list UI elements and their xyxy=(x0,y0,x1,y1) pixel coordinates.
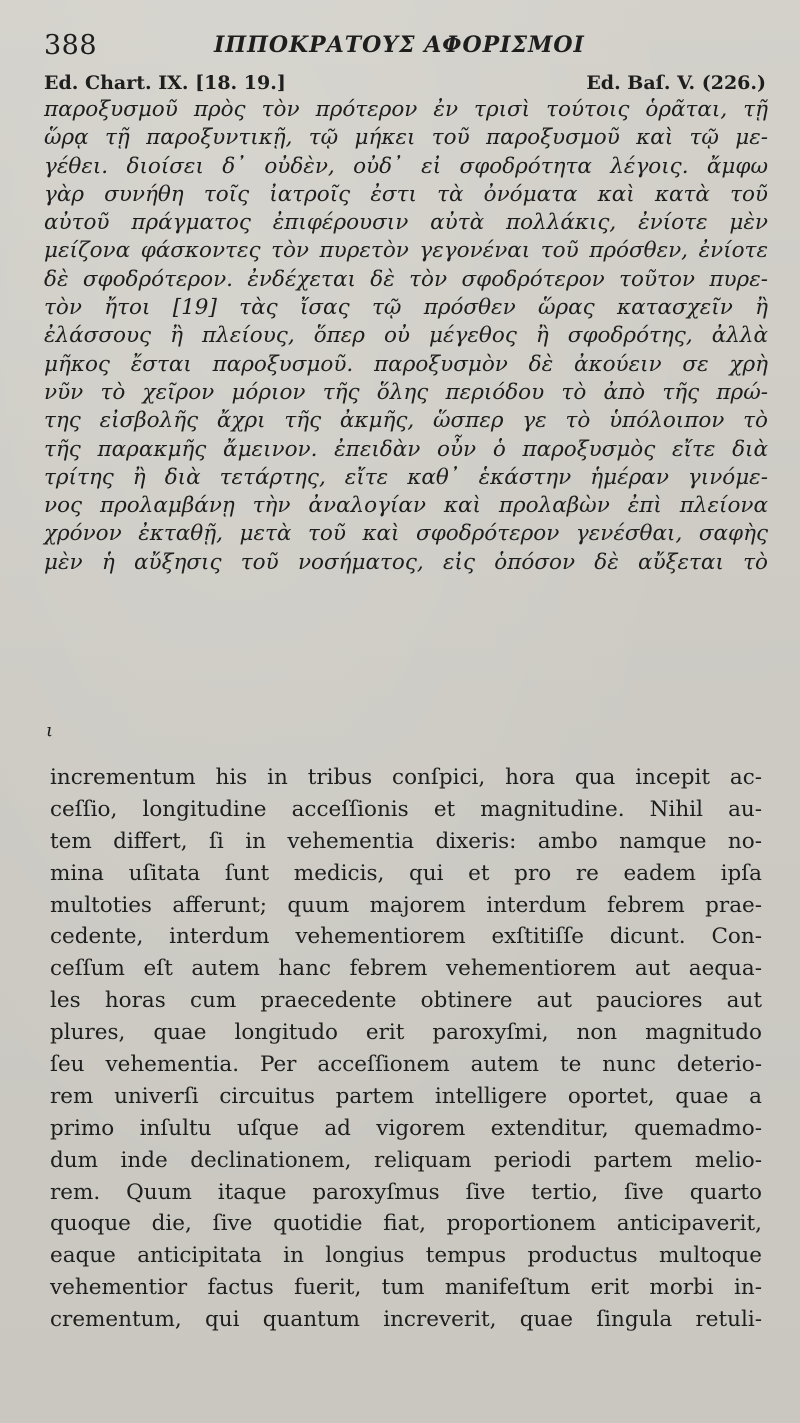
latin-line: mina uſitata ſunt medicis, qui et pro re eadem ipſa xyxy=(50,860,762,886)
greek-line: μῆκος ἔσται παροξυσμοῦ. παροξυσμὸν δὲ ἀκούειν σε χρὴ xyxy=(44,351,768,377)
greek-line: τρίτης ἢ διὰ τετάρτης, εἴτε καθ᾽ ἑκάστην ἡμέραν γινόμε- xyxy=(44,464,768,490)
latin-line: vehementior factus fuerit, tum manifeſtum erit morbi in- xyxy=(50,1275,762,1301)
greek-line: μείζονα φάσκοντες τὸν πυρετὸν γεγονέναι τοῦ πρόσθεν, ἐνίοτε xyxy=(44,238,768,264)
greek-line: τὸν ἤτοι [19] τὰς ἴσας τῷ πρόσθεν ὥρας κατασχεῖν ἢ xyxy=(44,295,768,321)
greek-line: δὲ σφοδρότερον. ἐνδέχεται δὲ τὸν σφοδρότερον τοῦτον πυρε- xyxy=(44,266,768,292)
latin-line: rem. Quum itaque paroxyſmus ſive tertio, ſive quarto xyxy=(50,1179,762,1205)
greek-line: γέθει. διοίσει δ᾽ οὐδὲν, οὐδ᾽ εἰ σφοδρότητα λέγοις. ἄμφω xyxy=(44,153,768,179)
greek-line: νος προλαμβάνῃ τὴν ἀναλογίαν καὶ προλαβὼν ἐπὶ πλείονα xyxy=(44,493,768,519)
greek-line: τῆς παρακμῆς ἄμεινον. ἐπειδὰν οὖν ὁ παροξυσμὸς εἴτε διὰ xyxy=(44,436,768,462)
latin-line: les horas cum praecedente obtinere aut pauciores aut xyxy=(50,988,762,1014)
edition-chartier-ref: Ed. Chart. IX. [18. 19.] xyxy=(44,72,286,94)
latin-line: incrementum his in tribus conſpici, hora qua incepit ac- xyxy=(50,765,762,790)
greek-line: παροξυσμοῦ πρὸς τὸν πρότερον ἐν τρισὶ τούτοις ὁρᾶται, τῇ xyxy=(44,97,768,122)
latin-line: dum inde declinationem, reliquam periodi partem melio- xyxy=(50,1147,762,1173)
greek-line: ὥρᾳ τῇ παροξυντικῇ, τῷ μήκει τοῦ παροξυσμοῦ καὶ τῷ με- xyxy=(44,125,768,151)
latin-line: plures, quae longitudo erit paroxyſmi, non magnitudo xyxy=(50,1020,762,1046)
greek-line: αὐτοῦ πράγματος ἐπιφέρουσιν αὐτὰ πολλάκις, ἐνίοτε μὲν xyxy=(44,210,768,236)
latin-line: tem differt, ſi in vehementia dixeris: ambo namque no- xyxy=(50,828,762,854)
greek-line: της εἰσβολῆς ἄχρι τῆς ἀκμῆς, ὥσπερ γε τὸ ὑπόλοιπον τὸ xyxy=(44,408,768,434)
greek-line: γὰρ συνήθη τοῖς ἰατροῖς ἐστι τὰ ὀνόματα καὶ κατὰ τοῦ xyxy=(44,181,768,207)
running-title: ΙΠΠΟΚΡΑΤΟΥΣ ΑΦΟΡΙΣΜΟΙ xyxy=(214,32,585,58)
latin-line: eaque anticipitata in longius tempus productus multoque xyxy=(50,1243,762,1269)
greek-line: ἐλάσσους ἢ πλείους, ὅπερ οὐ μέγεθος ἢ σφοδρότης, ἀλλὰ xyxy=(44,323,768,349)
greek-line: μὲν ἡ αὔξησις τοῦ νοσήματος, εἰς ὁπόσον δὲ αὔξεται τὸ xyxy=(44,549,768,575)
latin-line: multoties afferunt; quum majorem interdum febrem prae- xyxy=(50,892,762,918)
latin-line: quoque die, ſive quotidie fiat, proportionem anticipaverit, xyxy=(50,1211,762,1237)
page-header xyxy=(44,30,764,64)
greek-text-block xyxy=(44,96,768,577)
latin-line: cedente, interdum vehementiorem exſtitiſſe dicunt. Con- xyxy=(50,924,762,950)
page-number: 388 xyxy=(44,30,98,61)
latin-line: ſeu vehementia. Per acceſſionem autem te nunc deterio- xyxy=(50,1052,762,1078)
latin-line: ceſſum eſt autem hanc febrem vehementiorem aut aequa- xyxy=(50,956,762,982)
greek-line: χρόνον ἐκταθῇ, μετὰ τοῦ καὶ σφοδρότερον γενέσθαι, σαφὴς xyxy=(44,521,768,547)
edition-basel-ref: Ed. Baſ. V. (226.) xyxy=(586,72,766,94)
footnote-mark: ι xyxy=(46,720,54,741)
latin-line: rem univerſi circuitus partem intelligere oportet, quae a xyxy=(50,1083,762,1109)
latin-line: primo inſultu uſque ad vigorem extenditur, quemadmo- xyxy=(50,1115,762,1141)
latin-line: ceſſio, longitudine acceſſionis et magnitudine. Nihil au- xyxy=(50,796,762,822)
greek-line: νῦν τὸ χεῖρον μόριον τῆς ὅλης περιόδου τὸ ἀπὸ τῆς πρώ- xyxy=(44,379,768,405)
edition-reference-line xyxy=(44,72,766,98)
latin-line: crementum, qui quantum increverit, quae ſingula retuli- xyxy=(50,1307,762,1333)
latin-text-block xyxy=(50,762,762,1336)
